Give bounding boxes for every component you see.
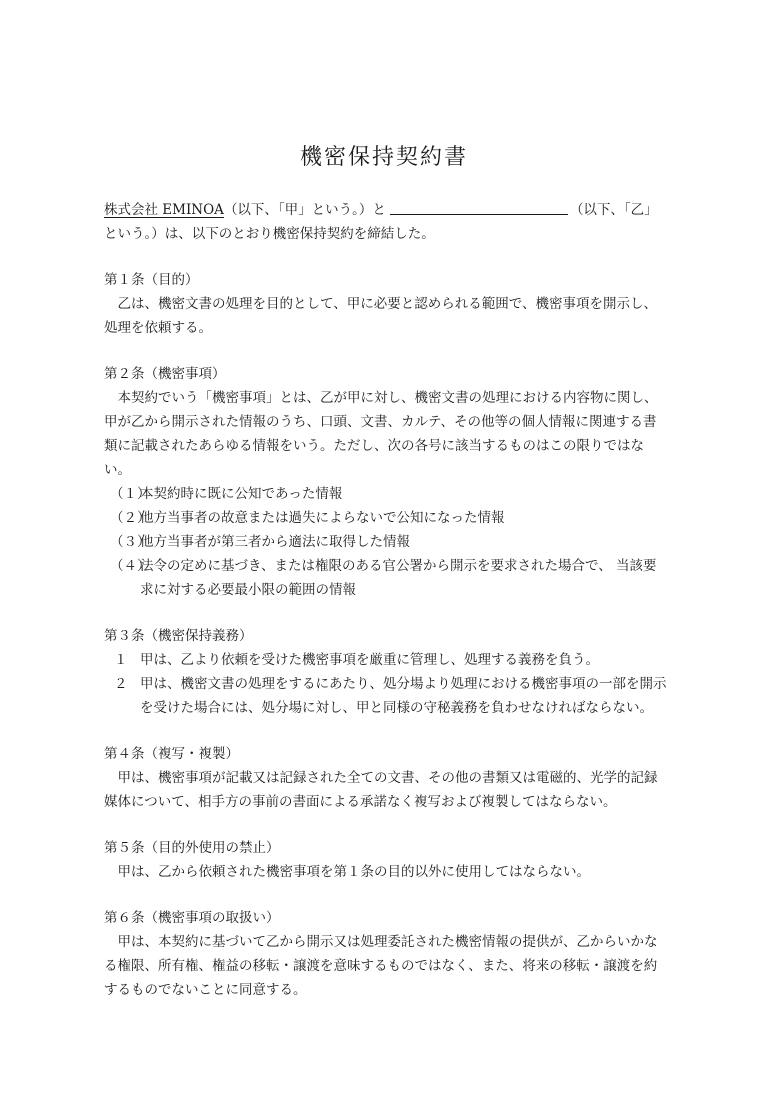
item-text: 法令の定めに基づき、または権限のある官公署から開示を要求された場合で、 当該要求に対する必要最小限の範囲の情報 — [140, 558, 657, 598]
article-6 — [104, 906, 668, 1002]
article-heading: 第５条（目的外使用の禁止） — [104, 840, 280, 856]
intro-part2: （以下、「乙」という。）は、以下のとおり機密保持契約を締結した。 — [104, 202, 658, 242]
list-item — [104, 482, 668, 506]
item-number: （２） — [110, 510, 151, 526]
item-text: 他方当事者の故意または過失によらないで公知になった情報 — [140, 510, 505, 526]
article-heading: 第３条（機密保持義務） — [104, 628, 253, 644]
clause-item — [104, 648, 668, 672]
company-name: 株式会社 EMINOA — [104, 202, 224, 218]
article-5 — [104, 836, 668, 884]
article-heading: 第１条（目的） — [104, 272, 199, 288]
intro-paragraph — [104, 198, 668, 246]
clause-item — [104, 672, 668, 720]
article-text: 甲は、機密事項が記載又は記録された全ての文書、その他の書類又は電磁的、光学的記録媒体について、相手方の事前の書面による承諾なく複写および複製してはならない。 — [104, 770, 658, 810]
article-text: 本契約でいう「機密事項」とは、乙が甲に対し、機密文書の処理における内容物に関し、甲が乙から開示された情報のうち、口頭、文書、カルテ、その他等の個人情報に関連する書類に記載されたあらゆる情報をいう。ただし、次の各号に該当するものはこの限りではない。 — [104, 390, 658, 478]
party-name-blank[interactable] — [390, 200, 568, 215]
article-heading: 第６条（機密事項の取扱い） — [104, 910, 280, 926]
clause-number: ２ — [114, 676, 128, 692]
item-number: （３） — [110, 534, 151, 550]
document-title: 機密保持契約書 — [299, 145, 468, 170]
article-4 — [104, 742, 668, 814]
article-3 — [104, 624, 668, 720]
article-heading: 第４条（複写・複製） — [104, 746, 239, 762]
clause-text: 甲は、乙より依頼を受けた機密事項を厳重に管理し、処理する義務を負う。 — [140, 652, 599, 668]
clause-number: １ — [114, 652, 128, 668]
article-2 — [104, 362, 668, 602]
item-number: （４） — [110, 558, 151, 574]
document-body — [104, 198, 668, 1024]
article-heading: 第２条（機密事項） — [104, 366, 226, 382]
article-text: 乙は、機密文書の処理を目的として、甲に必要と認められる範囲で、機密事項を開示し、処理を依頼する。 — [104, 296, 657, 336]
item-number: （１） — [110, 486, 151, 502]
list-item — [104, 506, 668, 530]
article-text: 甲は、乙から依頼された機密事項を第１条の目的以外に使用してはならない。 — [117, 864, 590, 880]
list-item — [104, 530, 668, 554]
clause-text: 甲は、機密文書の処理をするにあたり、処分場より処理における機密事項の一部を開示を受けた場合には、処分場に対し、甲と同様の守秘義務を負わせなければならない。 — [140, 676, 667, 716]
item-text: 本契約時に既に公知であった情報 — [140, 486, 343, 502]
list-item — [104, 554, 668, 602]
item-text: 他方当事者が第三者から適法に取得した情報 — [140, 534, 410, 550]
article-text: 甲は、本契約に基づいて乙から開示又は処理委託された機密情報の提供が、乙からいかなる権限、所有権、権益の移転・譲渡を意味するものではなく、また、将来の移転・譲渡を約するものでないことに同意する。 — [104, 934, 658, 998]
intro-part1: （以下、「甲」という。）と — [223, 202, 386, 218]
article-1 — [104, 268, 668, 340]
